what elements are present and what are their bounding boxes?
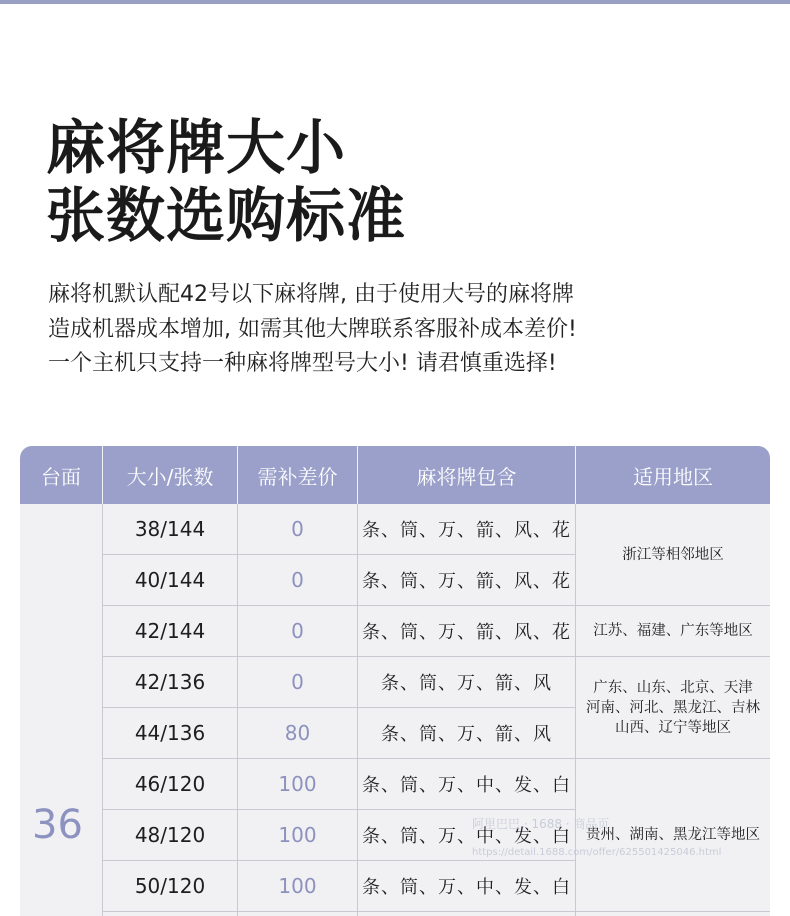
region-cell: 浙江等相邻地区 [622,546,724,563]
table-row-price: 0 [291,517,304,541]
table-body [20,504,770,916]
size-selection-table [20,446,770,916]
table-row-tiles: 条、筒、万、箭、风 [381,673,552,694]
table-row-size: 46/120 [134,772,206,796]
table-top-size-label: 36 [32,802,83,848]
table-row-price: 100 [278,823,317,847]
table-row-price: 0 [291,670,304,694]
region-cell: 贵州、湖南、黑龙江等地区 [586,827,760,843]
table-row-tiles: 条、筒、万、箭、风、花 [362,571,571,592]
header-tiles-included: 麻将牌包含 [416,464,517,489]
table-row-size: 44/136 [134,721,206,745]
table-row-size: 38/144 [134,517,206,541]
description-line-2: 造成机器成本增加, 如需其他大牌联系客服补成本差价! [48,317,577,342]
header-region: 适用地区 [633,464,713,489]
description-line-1: 麻将机默认配42号以下麻将牌, 由于使用大号的麻将牌 [48,282,574,307]
table-row-price: 0 [291,619,304,643]
page-title-line-1: 麻将牌大小 [46,113,347,182]
region-cell: 江苏、福建、广东等地区 [593,623,753,639]
table-row-price: 100 [278,874,317,898]
table-row-size: 40/144 [134,568,206,592]
table-row-size: 48/120 [134,823,206,847]
table-row-size: 50/120 [134,874,206,898]
top-decor-strip [0,0,790,4]
watermark-line-1: 阿里巴巴 · 1688 · 商品页 [472,817,610,831]
header-size-count: 大小/张数 [126,464,214,489]
table-row-price: 80 [284,721,311,745]
table-row-tiles: 条、筒、万、中、发、白 [362,877,571,898]
table-row-tiles: 条、筒、万、箭、风、花 [362,622,571,643]
table-header [20,446,770,504]
header-table-top: 台面 [41,464,81,489]
table-row-price: 100 [278,772,317,796]
watermark-line-2: https://detail.1688.com/offer/625501425046.html [472,847,722,858]
table-row-size: 42/144 [134,619,206,643]
table-row-size: 42/136 [134,670,206,694]
table-row-tiles: 条、筒、万、中、发、白 [362,775,571,796]
table-row-tiles: 条、筒、万、箭、风 [381,724,552,745]
region-cell: 广东、山东、北京、天津 河南、河北、黑龙江、吉林 山西、辽宁等地区 [586,679,760,736]
header-extra-price: 需补差价 [257,464,338,489]
description-line-3: 一个主机只支持一种麻将牌型号大小! 请君慎重选择! [48,351,557,376]
page-title-line-2: 张数选购标准 [46,181,407,250]
table-row-tiles: 条、筒、万、中、发、白 [362,826,571,847]
table-row-price: 0 [291,568,304,592]
table-row-tiles: 条、筒、万、箭、风、花 [362,520,571,541]
